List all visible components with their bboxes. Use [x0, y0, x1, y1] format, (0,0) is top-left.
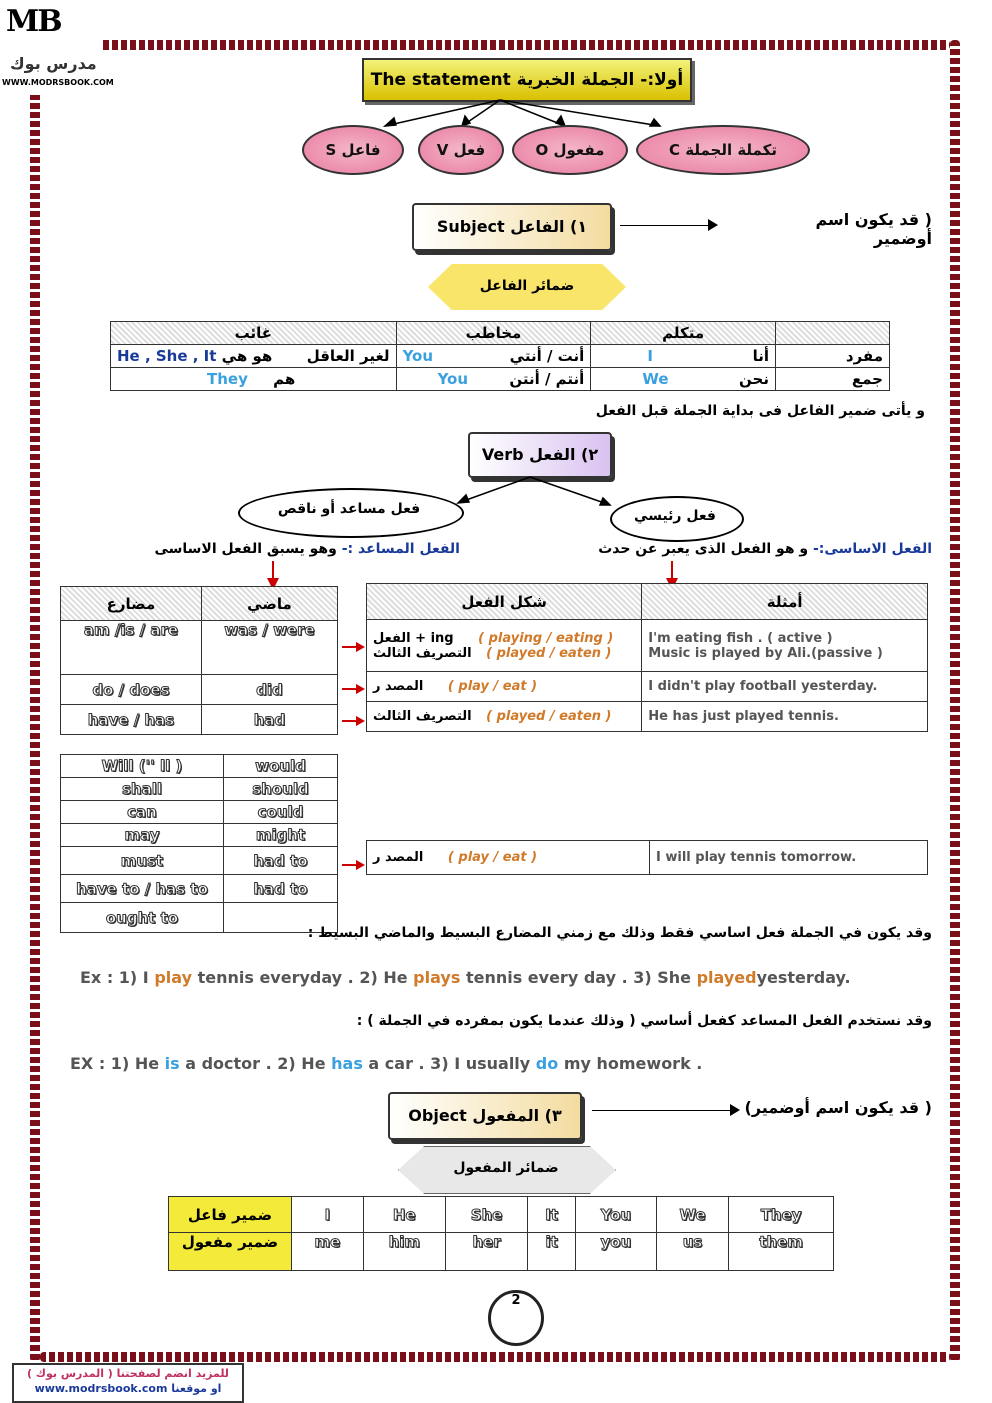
forms-row2-form-ex1: ( play / eat )	[447, 679, 538, 694]
obj-pronoun-6: us	[656, 1233, 728, 1271]
ex2-verb2: has	[331, 1054, 363, 1073]
ex2-part3: my homework .	[563, 1054, 703, 1073]
forms-row3-form	[367, 702, 642, 732]
modal-row5-past: had to	[224, 847, 338, 875]
ex2-verb1: is	[164, 1054, 180, 1073]
title-connectors	[340, 98, 680, 130]
main-definition	[598, 541, 932, 557]
aux-row2-past: did	[201, 675, 337, 705]
logo-mark: MB	[6, 4, 61, 39]
modal-row2-past: should	[224, 778, 338, 801]
verb-connectors	[440, 475, 620, 509]
header-empty	[775, 322, 889, 345]
object-table-object-label: ضمير مفعول	[169, 1233, 292, 1271]
row2-first-en: We	[642, 370, 669, 388]
subject-arrow-line	[620, 225, 710, 226]
forms-row1-examples	[642, 620, 928, 672]
row1-third	[111, 345, 397, 368]
page-border-top	[40, 40, 950, 50]
row2-third	[111, 368, 397, 391]
modal-row6-present: have to / has to	[61, 875, 224, 903]
subj-pronoun-1: I	[292, 1197, 364, 1233]
row1-first-en: I	[647, 347, 653, 365]
modal-row1-present: Will ('' ll )	[61, 755, 224, 778]
page-border-left	[30, 40, 40, 1362]
row1-third-ar2: هي	[221, 347, 248, 365]
aux-row3-past: had	[201, 705, 337, 735]
row2-third-ar: هم	[273, 370, 296, 388]
object-arrow-line	[592, 1110, 732, 1111]
oval-complement: C تكملة الجملة	[636, 125, 810, 175]
subject-pronoun-table	[110, 321, 890, 391]
ex1-verb3: played	[696, 968, 757, 987]
modal-row3-past: could	[224, 801, 338, 824]
oval-object: O مفعول	[512, 125, 628, 175]
modal-form-table	[366, 840, 928, 875]
ex1-verb1: play	[154, 968, 193, 987]
ex1-part3: yesterday.	[756, 968, 851, 987]
forms-row1-form-ex2: ( played / eaten )	[486, 645, 612, 661]
page-border-bottom	[40, 1352, 950, 1362]
aux-def-title: الفعل المساعد :-	[341, 541, 460, 557]
subj-pronoun-4: It	[528, 1197, 576, 1233]
subj-pronoun-6: We	[656, 1197, 728, 1233]
obj-pronoun-4: it	[528, 1233, 576, 1271]
page-title: أولا:- الجملة الخبرية The statement	[362, 58, 692, 102]
modal-row6-past: had to	[224, 875, 338, 903]
logo-arabic: مدرس بوك	[10, 54, 97, 73]
row1-second-ar: أنت / أنتي	[509, 347, 585, 365]
modal-form-ar: المصد ر	[373, 850, 424, 865]
modal-form-ex: ( play / eat )	[447, 850, 538, 865]
forms-row2-form-ar1: المصد ر	[373, 679, 424, 694]
site-logo	[0, 0, 114, 95]
logo-url: WWW.MODRSBOOK.COM	[2, 78, 114, 87]
header-second: مخاطب	[396, 322, 591, 345]
ex2-prefix: EX : 1) He	[70, 1054, 160, 1073]
page-border-right	[950, 40, 960, 1362]
row2-first-ar: نحن	[739, 370, 769, 388]
aux-def-text: وهو يسبق الفعل الاساسى	[154, 541, 337, 557]
example-line-1	[80, 968, 851, 987]
object-arrow-head	[730, 1104, 740, 1116]
simple-tense-note: وقد يكون في الجملة فعل اساسي فقط وذلك مع زمني المضارع البسيط والماضي البسيط :	[307, 925, 932, 941]
row2-first	[591, 368, 776, 391]
row1-number: مفرد	[775, 345, 889, 368]
subj-pronoun-2: He	[363, 1197, 445, 1233]
main-def-text: و هو الفعل الذى يعبر عن حدث	[598, 541, 809, 557]
verb-label: ٢) الفعل Verb	[468, 432, 612, 478]
modal-row7-present: ought to	[61, 903, 224, 933]
modal-row4-past: might	[224, 824, 338, 847]
aux-header-present: مضارع	[61, 587, 202, 621]
ex1-prefix: Ex : 1) I	[80, 968, 149, 987]
modal-row2-present: shall	[61, 778, 224, 801]
object-pronoun-table	[168, 1196, 834, 1271]
forms-row2-form	[367, 672, 642, 702]
forms-row2-ex1: I didn't play football yesterday.	[642, 672, 928, 702]
red-arrow-head-1	[356, 642, 365, 652]
forms-row3-ex1: He has just played tennis.	[642, 702, 928, 732]
aux-definition	[154, 541, 460, 557]
subj-pronoun-3: She	[445, 1197, 528, 1233]
aux-table	[60, 586, 338, 735]
aux-row1-past: was / were	[201, 621, 337, 675]
forms-row3-form-ar1: التصريف الثالث	[373, 709, 472, 724]
footer-line-1: للمزيد انضم لصفحتنا ( المدرس بوك )	[27, 1367, 229, 1380]
row1-second	[396, 345, 591, 368]
footer-banner[interactable]	[12, 1363, 244, 1403]
forms-row1-form-ex1: ( playing / eating )	[478, 630, 614, 646]
row2-second-ar: أنتم / أنتن	[509, 370, 585, 388]
main-oval-label: فعل رئيسي	[634, 508, 716, 524]
aux-row1-present: am /is / are	[61, 621, 202, 675]
modal-row3-present: can	[61, 801, 224, 824]
obj-pronoun-3: her	[445, 1233, 528, 1271]
subject-note: ( قد يكون اسم أوضمير	[815, 210, 932, 248]
obj-pronoun-5: you	[575, 1233, 656, 1271]
modal-form-cell	[367, 841, 650, 875]
ex2-part1: a doctor . 2) He	[185, 1054, 326, 1073]
subj-pronoun-5: You	[575, 1197, 656, 1233]
object-note: ( قد يكون اسم أوضمير)	[744, 1098, 932, 1117]
forms-table	[366, 583, 928, 732]
forms-row1-form	[367, 620, 642, 672]
row1-third-en: He , She , It	[117, 347, 217, 365]
modal-row5-present: must	[61, 847, 224, 875]
header-third: غائب	[111, 322, 397, 345]
subject-label: ١) الفاعل Subject	[412, 203, 612, 251]
ex1-part1: tennis everyday . 2) He	[197, 968, 408, 987]
page-number: 2	[488, 1290, 544, 1346]
forms-row3-form-ex1: ( played / eaten )	[486, 709, 612, 724]
ex2-part2: a car . 3) I usually	[368, 1054, 531, 1073]
main-def-title: الفعل الاساسى:-	[813, 541, 932, 557]
example-line-2	[70, 1054, 702, 1073]
row2-number: جمع	[775, 368, 889, 391]
row1-third-ar1: هو	[252, 347, 273, 365]
header-first: متكلم	[591, 322, 776, 345]
obj-pronoun-7: them	[729, 1233, 834, 1271]
subj-pronoun-7: They	[729, 1197, 834, 1233]
footer-line-2[interactable]: www.modrsbook.com او موقعنا	[34, 1382, 222, 1395]
row2-second-en: You	[437, 370, 469, 388]
row1-third-ar3: لغير العاقل	[306, 347, 390, 365]
forms-header-examples: أمثلة	[642, 584, 928, 620]
ex1-verb2: plays	[413, 968, 461, 987]
subject-pronouns-label: ضمائر الفاعل	[479, 278, 575, 294]
row1-first-ar: أنا	[752, 347, 769, 365]
row2-second	[396, 368, 591, 391]
row1-second-en: You	[402, 347, 434, 365]
ex2-verb3: do	[535, 1054, 559, 1073]
obj-pronoun-2: him	[363, 1233, 445, 1271]
object-table-subject-label: ضمير فاعل	[169, 1197, 292, 1233]
obj-pronoun-1: me	[292, 1233, 364, 1271]
red-arrow-head-3	[356, 716, 365, 726]
modal-row1-past: would	[224, 755, 338, 778]
aux-as-main-note: وقد نستخدم الفعل المساعد كفعل أساسي ( وذلك عندما يكون بمفرده في الجملة ) :	[356, 1013, 932, 1029]
modals-table	[60, 754, 338, 933]
forms-row1-form-ar1: الفعل + ing	[373, 630, 454, 646]
subject-arrow-head	[708, 219, 718, 231]
forms-row1-form-ar2: التصريف الثالث	[373, 645, 472, 661]
subject-position-note: و يأتى ضمير الفاعل فى بداية الجملة قبل الفعل	[595, 403, 925, 419]
object-label: ٣) المفعول Object	[388, 1092, 582, 1140]
oval-subject: S فاعل	[302, 125, 404, 175]
aux-oval-label: فعل مساعد أو ناقص	[277, 501, 421, 517]
forms-row1-ex2: Music is played by Ali.(passive )	[648, 645, 883, 661]
aux-header-past: ماضي	[201, 587, 337, 621]
forms-header-form: شكل الفعل	[367, 584, 642, 620]
red-arrow-head-2	[356, 684, 365, 694]
oval-verb: V فعل	[418, 125, 504, 175]
aux-row2-present: do / does	[61, 675, 202, 705]
red-arrow-head-4	[356, 860, 365, 870]
row1-first	[591, 345, 776, 368]
modal-row4-present: may	[61, 824, 224, 847]
object-pronouns-label: ضمائر المفعول	[453, 1160, 559, 1176]
forms-row1-ex1: I'm eating fish . ( active )	[648, 630, 833, 646]
ex1-part2: tennis every day . 3) She	[465, 968, 692, 987]
aux-row3-present: have / has	[61, 705, 202, 735]
modal-form-example: I will play tennis tomorrow.	[650, 841, 928, 875]
row2-third-en: They	[207, 370, 248, 388]
